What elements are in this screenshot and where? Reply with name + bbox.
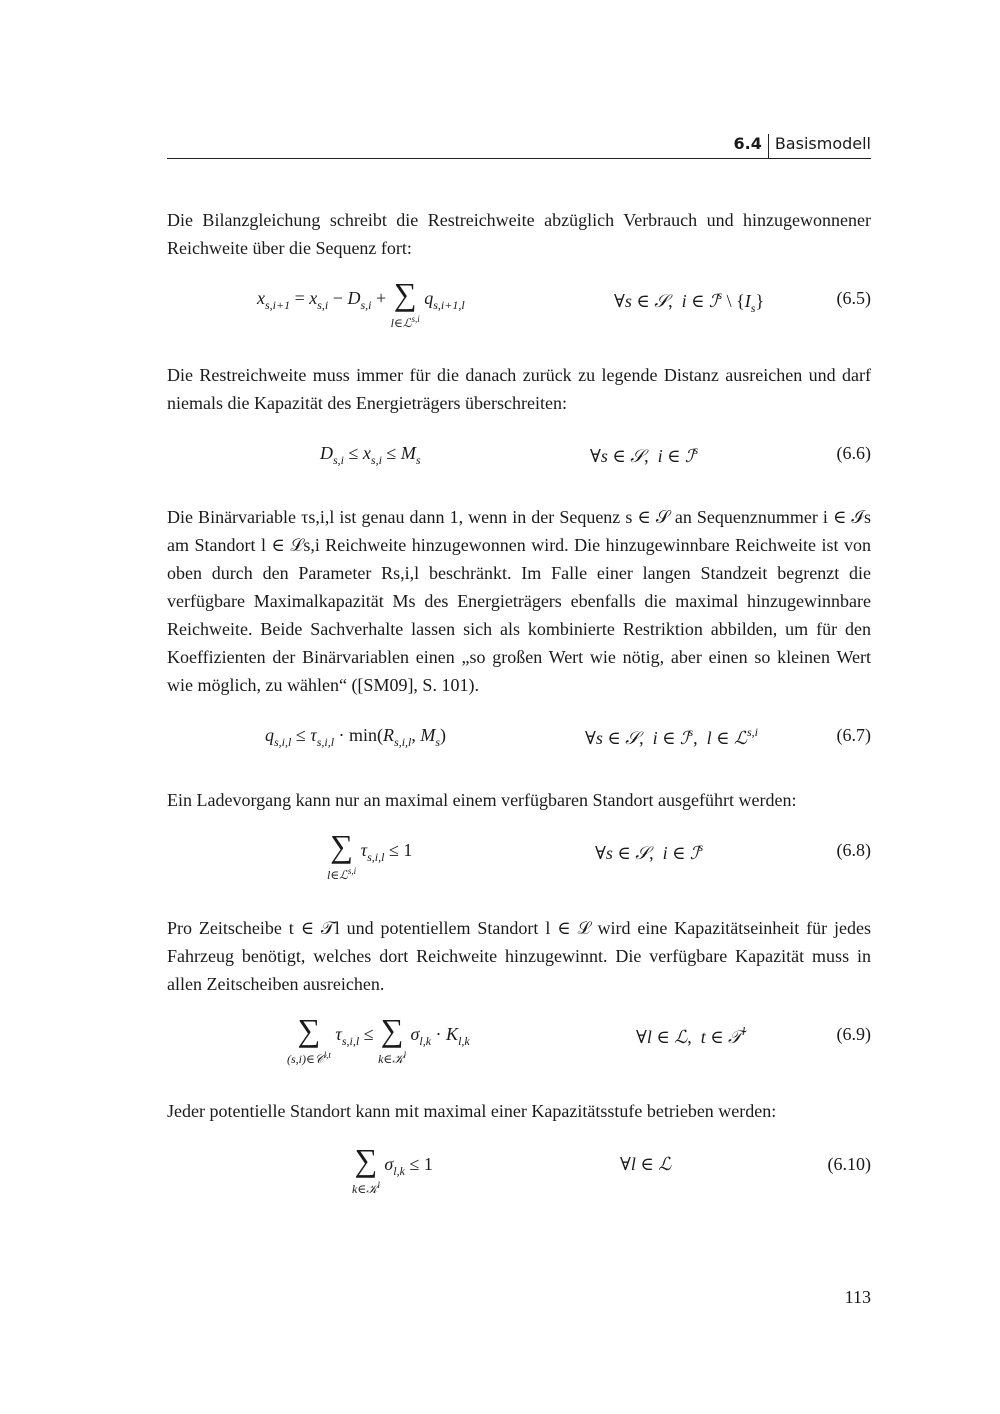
equation-6-9 [167, 1012, 871, 1084]
equation-number: (6.9) [836, 1024, 871, 1044]
equation-number: (6.7) [836, 725, 871, 745]
equation-6-9-condition: ∀l ∈ ℒ, t ∈ 𝒯$^l$ [636, 1024, 746, 1048]
equation-6-10 [167, 1142, 871, 1214]
sum-symbol: ∑ k∈𝒦$^l$ [378, 1012, 406, 1066]
equation-6-6-formula: $D_{s,i} \le x_{s,i} \le M_s$ [320, 443, 421, 467]
equation-6-10-formula: ∑ k∈𝒦$^l$ $\sigma_{l,k} \le 1$ [352, 1142, 433, 1196]
sum-symbol: ∑ l∈ℒ$^{s,i}$ [390, 276, 420, 330]
equation-number: (6.6) [836, 443, 871, 463]
paragraph-binaervariable: Die Binärvariable τs,i,l ist genau dann 1, wenn in der Sequenz s ∈ 𝒮 an Sequenznummer i ∈ ℐs am Standort l ∈ ℒs,i Reichweite hinzugewonnen wird. Die hinzugewinnbare Reichweite ist von oben durch den Parameter Rs,i,l beschränkt. Im Falle einer langen Standzeit begrenzt die verfügbare Maximalkapazität Ms des Energieträgers ebenfalls die maximal hinzugewinnbare Reichweite. Beide Sachverhalte lassen sich als kombinierte Restriktion abbilden, um für den Koeffizienten der Binärvariablen einen „so großen Wert wie nötig, aber einen so kleinen Wert wie möglich, zu wählen“ ([SM09], S. 101). [167, 507, 871, 695]
equation-number: (6.10) [827, 1154, 871, 1174]
equation-6-8-condition: ∀s ∈ 𝒮, i ∈ ℐ$^s$ [595, 840, 704, 864]
equation-6-7-formula: $q_{s,i,l} \le \tau_{s,i,l} \cdot \min(R_{s,i,l}$, $M_s$) [265, 725, 447, 749]
running-header [167, 134, 871, 159]
paragraph-kapazitaetsstufe: Jeder potentielle Standort kann mit maximal einer Kapazitätsstufe betrieben werden: [167, 1101, 777, 1121]
equation-6-9-formula: ∑ (s,i)∈𝒞$^{l,t}$ $\tau_{s,i,l}$ ≤ ∑ k∈𝒦$^l$ $\sigma_{l,k} \cdot K_{l,k}$ [287, 1012, 470, 1066]
equation-6-10-condition: ∀l ∈ ℒ [620, 1154, 672, 1175]
paragraph-zeitscheibe: Pro Zeitscheibe t ∈ 𝒯l und potentiellem Standort l ∈ ℒ wird eine Kapazitätseinheit für jedes Fahrzeug benötigt, welches dort Reichweite hinzugewinnt. Die verfügbare Kapazität muss in allen Zeitscheiben ausreichen. [167, 918, 871, 994]
page-number: 113 [844, 1287, 871, 1307]
sum-symbol: ∑ (s,i)∈𝒞$^{l,t}$ [287, 1012, 331, 1066]
equation-6-7-condition: ∀s ∈ 𝒮, i ∈ ℐ$^s$, l ∈ ℒ$^{s,i}$ [585, 725, 758, 749]
section-title: Basismodell [774, 134, 871, 153]
paragraph-bilanzgleichung: Die Bilanzgleichung schreibt die Restreichweite abzüglich Verbrauch und hinzugewonnener Reichweite über die Sequenz fort: [167, 210, 871, 258]
equation-6-6-condition: ∀s ∈ 𝒮, i ∈ ℐ$^s$ [590, 443, 699, 467]
equation-6-5-condition: ∀s ∈ 𝒮, i ∈ ℐ$^s$ \ $\{I_s\}$ [614, 288, 765, 315]
paragraph-ladevorgang: Ein Ladevorgang kann nur an maximal einem verfügbaren Standort ausgeführt werden: [167, 790, 797, 810]
equation-6-8 [167, 828, 871, 900]
equation-6-6 [167, 443, 871, 503]
equation-6-5-formula: $x_{s,i+1} = x_{s,i} - D_{s,i}$ + ∑ l∈ℒ$^{s,i}$ $q_{s,i+1,l}$ [257, 276, 465, 330]
sum-symbol: ∑ l∈ℒ$^{s,i}$ [327, 828, 357, 882]
equation-6-8-formula: ∑ l∈ℒ$^{s,i}$ $\tau_{s,i,l} \le 1$ [327, 828, 413, 882]
equation-number: (6.8) [836, 840, 871, 860]
paragraph-restreichweite: Die Restreichweite muss immer für die danach zurück zu legende Distanz ausreichen und darf niemals die Kapazität des Energieträgers überschreiten: [167, 365, 871, 413]
equation-6-7 [167, 725, 871, 785]
sum-symbol: ∑ k∈𝒦$^l$ [352, 1142, 380, 1196]
section-number: 6.4 [733, 134, 768, 158]
equation-6-5 [167, 276, 871, 348]
equation-number: (6.5) [836, 288, 871, 308]
